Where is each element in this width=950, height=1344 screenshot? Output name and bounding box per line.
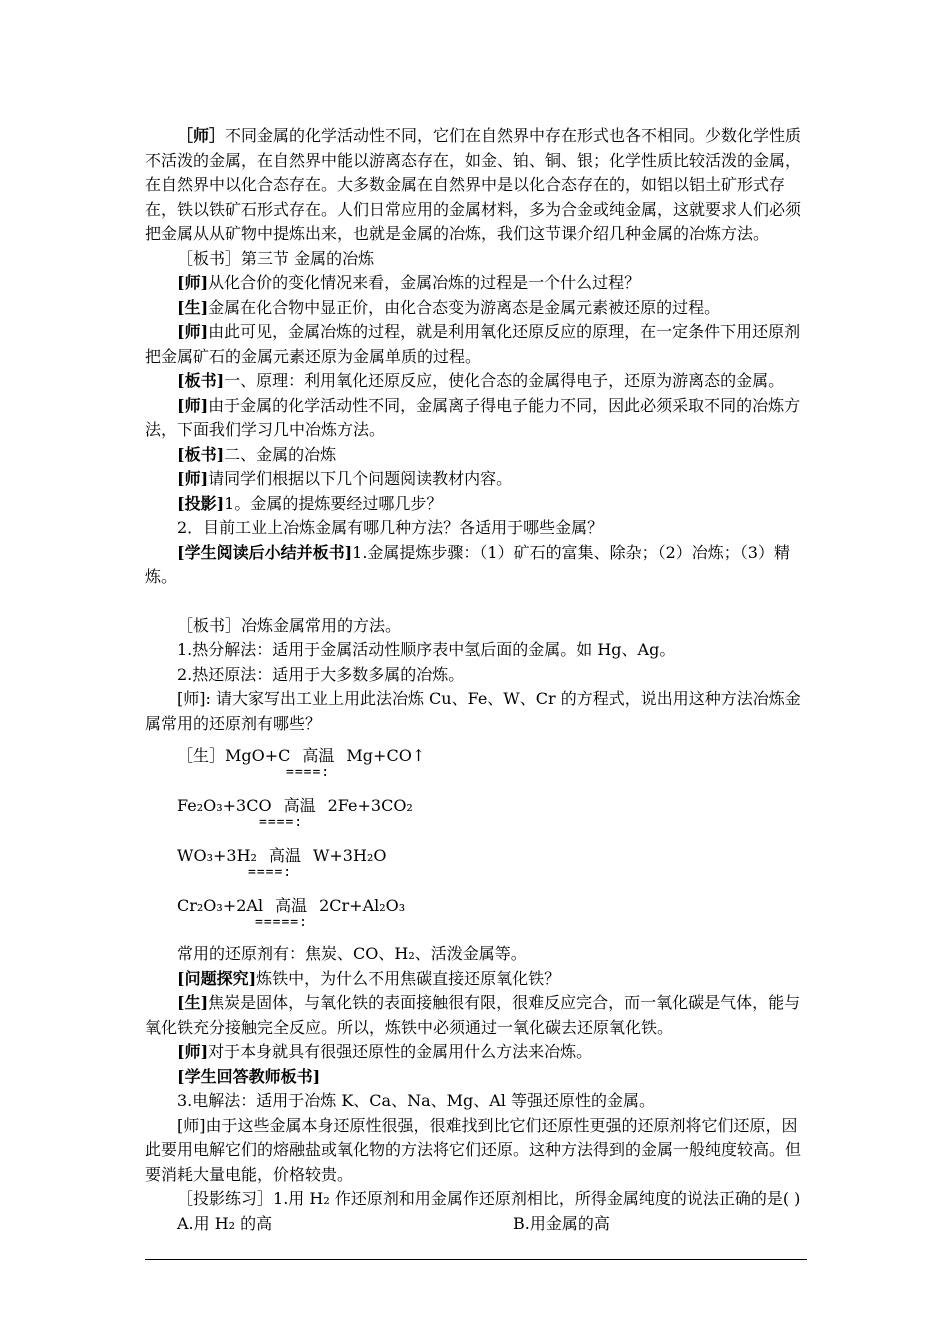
- equation-reactants: Cr₂O₃+2Al: [177, 896, 264, 915]
- paragraph-text: 从化合价的变化情况来看，金属冶炼的过程是一个什么过程？: [208, 273, 641, 292]
- paragraph: [145, 296, 810, 321]
- answer-options: [145, 1212, 810, 1237]
- paragraph: [145, 614, 810, 639]
- paragraph-text: 请同学们根据以下几个问题阅读教材内容。: [208, 469, 513, 488]
- paragraph: [145, 541, 810, 590]
- paragraph-text: 由此可见，金属冶炼的过程，就是利用氧化还原反应的原理，在一定条件下用还原剂把金属矿石的金属元素还原为金属单质的过程。: [145, 322, 801, 366]
- paragraph-text: 3.电解法：适用于冶炼 K、Ca、Na、Mg、Al 等强还原性的金属。: [177, 1091, 656, 1110]
- paragraph-text: 2．目前工业上冶炼金属有哪几种方法？各适用于哪些金属？: [177, 518, 604, 537]
- paragraph: [145, 467, 810, 492]
- paragraph-text: [师]: 请大家写出工业上用此法冶炼 Cu、Fe、W、Cr 的方程式，说出用这种方法冶炼金属常用的还原剂有哪些？: [145, 689, 801, 733]
- paragraph: [145, 1065, 810, 1090]
- chemical-equation: [145, 744, 810, 794]
- speaker-tag: [板书]: [177, 371, 225, 390]
- reaction-condition: 高温: [275, 896, 308, 915]
- equation-reactants: WO₃+3H₂: [177, 846, 257, 865]
- paragraph: [145, 516, 810, 541]
- paragraph-text: 常用的还原剂有：焦炭、CO、H₂、活泼金属等。: [177, 944, 527, 963]
- speaker-tag: [学生阅读后小结并板书]: [177, 542, 353, 562]
- equation-reactants: Fe₂O₃+3CO: [177, 796, 272, 815]
- paragraph: [145, 492, 810, 517]
- speaker-tag: ［板书］: [177, 615, 242, 635]
- paragraph-text: 2.热还原法：适用于大多数多属的冶炼。: [177, 664, 465, 684]
- paragraph: [145, 124, 810, 247]
- paragraph-text: 1.金属提炼步骤：（1）矿石的富集、除杂；（2）冶炼；（3）精炼。: [145, 542, 790, 586]
- reaction-condition: 高温: [268, 846, 301, 865]
- paragraph: [145, 1187, 810, 1212]
- paragraph: [145, 443, 810, 468]
- paragraph-text: 对于本身就具有很强还原性的金属用什么方法来冶炼。: [208, 1042, 593, 1061]
- speaker-tag: [学生回答教师板书]: [177, 1066, 321, 1086]
- paragraph-text: 1。金属的提炼要经过哪几步？: [224, 493, 443, 513]
- paragraph-text: 第三节 金属的冶炼: [241, 248, 375, 268]
- chemical-equation: [145, 794, 810, 844]
- option-a: A.用 H₂ 的高: [177, 1213, 273, 1233]
- option-b: B.用金属的高: [513, 1213, 610, 1233]
- paragraph-text: 冶炼金属常用的方法。: [241, 615, 402, 635]
- speaker-tag: [生]: [177, 297, 209, 317]
- blank-line: [145, 590, 810, 614]
- footer-divider: [145, 1259, 807, 1260]
- paragraph-text: 焦炭是固体，与氧化铁的表面接触很有限，很难反应完合，而一氧化碳是气体，能与氧化铁充分接触完全反应。所以，炼铁中必须通过一氧化碳去还原氧化铁。: [145, 993, 801, 1037]
- paragraph: [145, 663, 810, 688]
- equation-reactants: MgO+C: [225, 746, 291, 765]
- speaker-tag: ［板书］: [177, 248, 242, 268]
- equation-equals-sign: ====:: [248, 865, 293, 880]
- speaker-tag: ［师］: [177, 126, 226, 145]
- paragraph: [145, 1040, 810, 1065]
- paragraph: [145, 1114, 810, 1188]
- speaker-tag: [生]: [177, 993, 209, 1012]
- speaker-tag: [师]: [177, 469, 209, 488]
- paragraph: [145, 991, 810, 1040]
- chemical-equation: [145, 894, 810, 944]
- paragraph-text: 炼铁中，为什么不用焦碳直接还原氧化铁？: [256, 968, 561, 988]
- paragraph: [145, 638, 810, 663]
- equation-products: 2Fe+3CO₂: [327, 796, 413, 815]
- speaker-tag: [问题探究]: [177, 968, 257, 988]
- equation-products: Mg+CO↑: [346, 746, 426, 765]
- lesson-content: [145, 124, 810, 1236]
- equation-products: 2Cr+Al₂O₃: [319, 896, 406, 915]
- paragraph: [145, 942, 810, 967]
- paragraph: [145, 369, 810, 394]
- equation-equals-sign: ====:: [259, 815, 304, 830]
- equation-equals-sign: ====:: [286, 765, 331, 780]
- speaker-tag: [板书]: [177, 444, 225, 464]
- paragraph: [145, 320, 810, 369]
- paragraph: [145, 1089, 810, 1114]
- equation-products: W+3H₂O: [312, 846, 387, 865]
- paragraph-text: 由于金属的化学活动性不同，金属离子得电子能力不同，因此必须采取不同的冶炼方法，下面我们学习几中冶炼方法。: [145, 395, 801, 439]
- speaker-tag: [师]: [177, 322, 209, 341]
- paragraph-text: [师]由于这些金属本身还原性很强，很难找到比它们还原性更强的还原剂将它们还原，因此要用电解它们的熔融盐或氧化物的方法将它们还原。这种方法得到的金属一般纯度较高。但要消耗大量电能，价格较贵。: [145, 1115, 802, 1184]
- paragraph-text: 1.热分解法：适用于金属活动性顺序表中氢后面的金属。如 Hg、Ag。: [177, 640, 676, 659]
- reaction-condition: 高温: [302, 746, 335, 765]
- speaker-tag: [师]: [177, 395, 209, 415]
- equation-equals-sign: =====:: [255, 915, 308, 930]
- paragraph: [145, 247, 810, 272]
- paragraph-text: 1.用 H₂ 作还原剂和用金属作还原剂相比，所得金属纯度的说法正确的是( ): [273, 1189, 801, 1208]
- paragraph: [145, 271, 810, 296]
- speaker-tag: ［生］: [177, 746, 226, 765]
- chemical-equation: [145, 844, 810, 894]
- paragraph: [145, 394, 810, 443]
- paragraph-text: 不同金属的化学活动性不同，它们在自然界中存在形式也各不相同。少数化学性质不活泼的金属，在自然界中能以游离态存在，如金、铂、铜、银；化学性质比较活泼的金属，在自然界中以化合态存在。大多数金属在自然界中是以化合态存在的，如铝以铝土矿形式存在，铁以铁矿石形式存在。人们日常应用的金属材料，多为合金或纯金属，这就要求人们必须把金属从从矿物中提炼出来，也就是金属的冶炼，我们这节课介绍几种金属的冶炼方法。: [145, 126, 802, 243]
- paragraph-text: 一、原理：利用氧化还原反应，使化合态的金属得电子，还原为游离态的金属。: [224, 371, 785, 390]
- equation-row: [177, 744, 810, 768]
- paragraph: [145, 967, 810, 992]
- paragraph-text: 金属在化合物中显正价，由化合态变为游离态是金属元素被还原的过程。: [208, 297, 721, 317]
- paragraph-text: 二、金属的冶炼: [224, 444, 337, 464]
- speaker-tag: ［投影练习］: [177, 1189, 274, 1208]
- reaction-condition: 高温: [283, 796, 316, 815]
- speaker-tag: [师]: [177, 273, 209, 292]
- paragraph: [145, 687, 810, 736]
- speaker-tag: [师]: [177, 1042, 209, 1061]
- speaker-tag: [投影]: [177, 493, 225, 513]
